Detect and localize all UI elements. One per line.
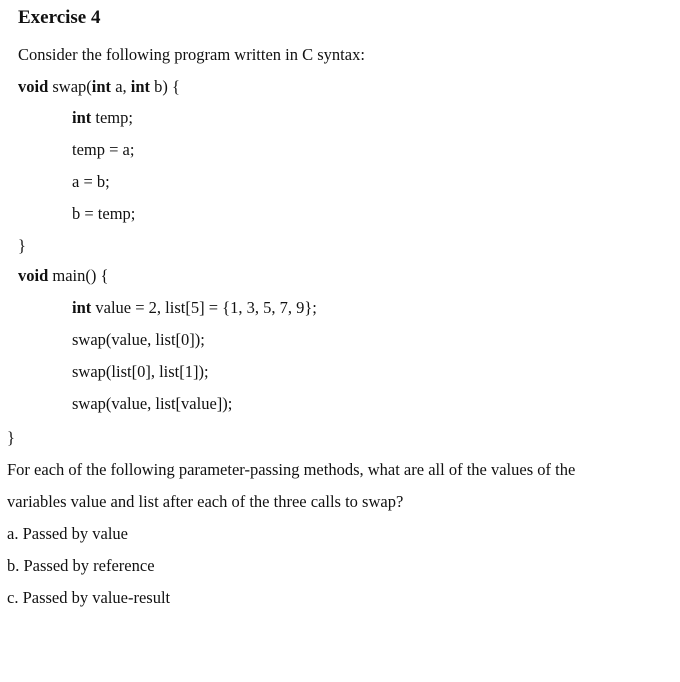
keyword-int: int [130,77,151,96]
question-line-2: variables value and list after each of the three calls to swap? [7,492,404,511]
code-swap-line-4: b = temp; [72,204,136,223]
keyword-int: int [72,298,92,317]
code-text: value = 2, list[5] = {1, 3, 5, 7, 9}; [91,298,317,317]
code-main-decl [72,298,317,318]
code-main-header [18,266,108,286]
code-text: a, [111,77,131,96]
code-text: swap( [48,77,92,96]
code-text: b) { [150,77,180,96]
keyword-int: int [72,108,92,127]
code-main-close: } [7,428,15,447]
option-c: c. Passed by value-result [7,588,171,607]
code-swap-decl [72,108,133,128]
code-main-call-1: swap(value, list[0]); [72,330,205,349]
code-text: main() { [48,266,109,285]
code-swap-header [18,77,180,97]
code-swap-close: } [18,236,26,255]
option-b: b. Passed by reference [7,556,155,575]
option-a: a. Passed by value [7,524,128,543]
exercise-title: Exercise 4 [18,7,101,28]
code-swap-line-2: temp = a; [72,140,135,159]
keyword-int: int [91,77,112,96]
keyword-void: void [18,266,49,285]
code-main-call-2: swap(list[0], list[1]); [72,362,209,381]
code-main-call-3: swap(value, list[value]); [72,394,233,413]
keyword-void: void [18,77,49,96]
code-text: temp; [91,108,133,127]
question-line-1: For each of the following parameter-passing methods, what are all of the values of the [7,460,576,479]
code-swap-line-3: a = b; [72,172,110,191]
intro-text: Consider the following program written in C syntax: [18,45,365,64]
